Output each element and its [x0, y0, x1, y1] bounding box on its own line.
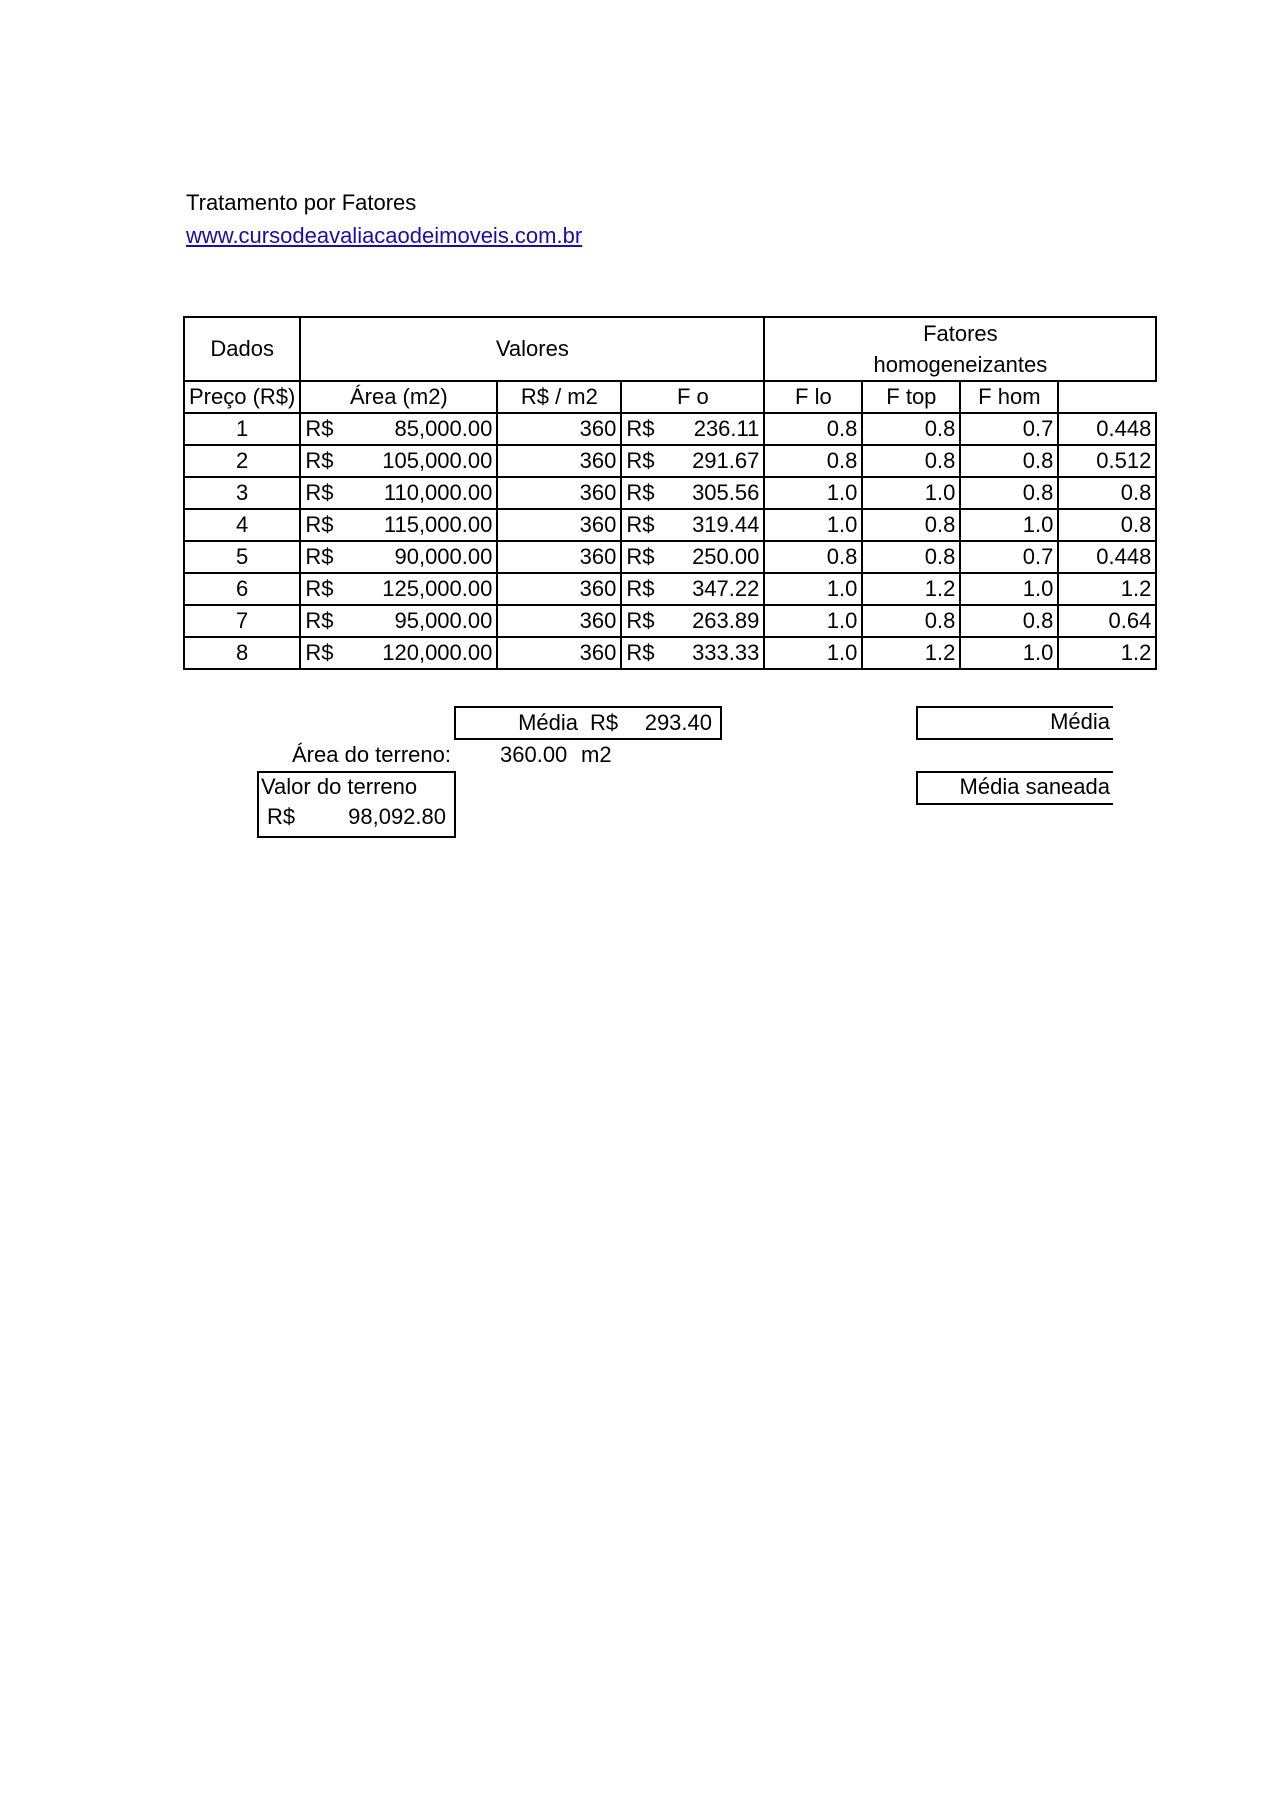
- valor-box: [257, 771, 456, 838]
- cell-ftop: 0.7: [960, 413, 1058, 445]
- cell-area: 360: [497, 637, 621, 669]
- cell-ftop: 0.8: [960, 477, 1058, 509]
- cell-preco: [300, 541, 497, 573]
- header-fatores: [764, 317, 1156, 381]
- cell-rsm2-value: 250.00: [692, 544, 760, 569]
- cell-rsm2-currency: R$: [626, 480, 655, 505]
- cell-area: 360: [497, 605, 621, 637]
- cell-preco: [300, 445, 497, 477]
- right-media-box: [916, 706, 1113, 740]
- cell-ftop: 1.0: [960, 509, 1058, 541]
- cell-flo: 1.2: [862, 637, 960, 669]
- subheader-area: Área (m2): [300, 381, 497, 413]
- cell-fhom: 0.8: [1058, 509, 1156, 541]
- data-table: [183, 316, 1157, 670]
- cell-flo: 1.2: [862, 573, 960, 605]
- media-box: [454, 706, 722, 740]
- cell-area: 360: [497, 541, 621, 573]
- table-row: [184, 637, 1156, 669]
- cell-fo: 1.0: [764, 605, 862, 637]
- cell-preco-value: 85,000.00: [394, 416, 493, 441]
- cell-rsm2-value: 291.67: [692, 448, 760, 473]
- cell-dados: 8: [184, 637, 300, 669]
- cell-fo: 1.0: [764, 637, 862, 669]
- cell-preco-currency: R$: [305, 416, 334, 441]
- cell-fo: 1.0: [764, 477, 862, 509]
- right-saneada-box: [916, 771, 1113, 805]
- header-valores: Valores: [300, 317, 764, 381]
- table-row: [184, 573, 1156, 605]
- media-value: 293.40: [644, 710, 712, 735]
- cell-preco-currency: R$: [305, 480, 334, 505]
- valor-currency: R$: [267, 804, 296, 829]
- cell-preco-value: 95,000.00: [394, 608, 493, 633]
- cell-fo: 0.8: [764, 413, 862, 445]
- cell-fhom: 0.64: [1058, 605, 1156, 637]
- table-row: [184, 413, 1156, 445]
- cell-dados: 5: [184, 541, 300, 573]
- cell-preco-value: 90,000.00: [394, 544, 493, 569]
- subheader-ftop: F top: [862, 381, 960, 413]
- cell-fhom: 0.448: [1058, 541, 1156, 573]
- cell-preco-currency: R$: [305, 448, 334, 473]
- cell-rsm2-value: 347.22: [692, 576, 760, 601]
- cell-fo: 1.0: [764, 573, 862, 605]
- table-row: [184, 445, 1156, 477]
- cell-dados: 4: [184, 509, 300, 541]
- media-label: Média: [518, 710, 578, 735]
- cell-area: 360: [497, 413, 621, 445]
- right-saneada-label: Média saneada: [959, 774, 1110, 799]
- cell-preco-currency: R$: [305, 544, 334, 569]
- cell-rsm2-value: 319.44: [692, 512, 760, 537]
- cell-rsm2: [621, 541, 764, 573]
- cell-rsm2-currency: R$: [626, 576, 655, 601]
- cell-rsm2-currency: R$: [626, 416, 655, 441]
- cell-dados: 6: [184, 573, 300, 605]
- cell-preco-value: 125,000.00: [382, 576, 493, 601]
- cell-rsm2-value: 236.11: [693, 416, 760, 441]
- valor-label: Valor do terreno: [261, 774, 418, 799]
- cell-flo: 0.8: [862, 605, 960, 637]
- cell-flo: 0.8: [862, 445, 960, 477]
- cell-preco-currency: R$: [305, 512, 334, 537]
- cell-rsm2: [621, 413, 764, 445]
- cell-rsm2-currency: R$: [626, 448, 655, 473]
- cell-preco: [300, 637, 497, 669]
- cell-preco: [300, 605, 497, 637]
- cell-preco-value: 120,000.00: [382, 640, 493, 665]
- cell-rsm2: [621, 637, 764, 669]
- cell-preco: [300, 477, 497, 509]
- table-row: [184, 509, 1156, 541]
- cell-preco: [300, 573, 497, 605]
- cell-rsm2-value: 333.33: [692, 640, 760, 665]
- cell-fhom: 0.448: [1058, 413, 1156, 445]
- cell-rsm2: [621, 445, 764, 477]
- cell-dados: 2: [184, 445, 300, 477]
- cell-preco-value: 110,000.00: [383, 480, 493, 505]
- cell-rsm2-value: 305.56: [692, 480, 760, 505]
- media-currency: R$: [590, 710, 619, 735]
- area-unit: m2: [581, 742, 612, 767]
- cell-area: 360: [497, 445, 621, 477]
- cell-area: 360: [497, 477, 621, 509]
- cell-rsm2-currency: R$: [626, 608, 655, 633]
- valor-value: 98,092.80: [348, 804, 446, 829]
- cell-rsm2-currency: R$: [626, 640, 655, 665]
- cell-fhom: 0.8: [1058, 477, 1156, 509]
- cell-rsm2: [621, 573, 764, 605]
- area-label: Área do terreno:: [292, 742, 451, 767]
- cell-fhom: 1.2: [1058, 637, 1156, 669]
- cell-ftop: 1.0: [960, 637, 1058, 669]
- cell-flo: 0.8: [862, 541, 960, 573]
- area-value: 360.00: [500, 742, 568, 767]
- subheader-fo: F o: [621, 381, 764, 413]
- cell-rsm2: [621, 605, 764, 637]
- cell-rsm2: [621, 477, 764, 509]
- cell-rsm2-currency: R$: [626, 512, 655, 537]
- cell-preco-currency: R$: [305, 576, 334, 601]
- cell-flo: 1.0: [862, 477, 960, 509]
- cell-fo: 0.8: [764, 541, 862, 573]
- subheader-rsm2: R$ / m2: [497, 381, 621, 413]
- cell-rsm2-currency: R$: [626, 544, 655, 569]
- cell-preco-currency: R$: [305, 608, 334, 633]
- right-media-label: Média: [1050, 709, 1110, 734]
- table-row: [184, 541, 1156, 573]
- cell-area: 360: [497, 573, 621, 605]
- table-row: [184, 605, 1156, 637]
- cell-preco: [300, 509, 497, 541]
- cell-ftop: 1.0: [960, 573, 1058, 605]
- header-fatores-line2: homogeneizantes: [873, 352, 1048, 377]
- cell-dados: 1: [184, 413, 300, 445]
- subheader-flo: F lo: [764, 381, 862, 413]
- cell-dados: 3: [184, 477, 300, 509]
- cell-fo: 0.8: [764, 445, 862, 477]
- cell-area: 360: [497, 509, 621, 541]
- cell-ftop: 0.7: [960, 541, 1058, 573]
- cell-dados: 7: [184, 605, 300, 637]
- cell-fo: 1.0: [764, 509, 862, 541]
- cell-flo: 0.8: [862, 413, 960, 445]
- cell-fhom: 0.512: [1058, 445, 1156, 477]
- cell-ftop: 0.8: [960, 445, 1058, 477]
- cell-preco-currency: R$: [305, 640, 334, 665]
- cell-rsm2: [621, 509, 764, 541]
- table-row: [184, 477, 1156, 509]
- header-fatores-line1: Fatores: [923, 321, 998, 346]
- course-link[interactable]: www.cursodeavaliacaodeimoveis.com.br: [186, 223, 583, 248]
- cell-rsm2-value: 263.89: [692, 608, 760, 633]
- header-dados: Dados: [184, 317, 300, 381]
- cell-preco: [300, 413, 497, 445]
- cell-preco-value: 115,000.00: [383, 512, 493, 537]
- subheader-preco: Preço (R$): [184, 381, 300, 413]
- cell-ftop: 0.8: [960, 605, 1058, 637]
- cell-flo: 0.8: [862, 509, 960, 541]
- page-title: Tratamento por Fatores: [186, 190, 417, 215]
- cell-fhom: 1.2: [1058, 573, 1156, 605]
- cell-preco-value: 105,000.00: [382, 448, 493, 473]
- subheader-fhom: F hom: [960, 381, 1058, 413]
